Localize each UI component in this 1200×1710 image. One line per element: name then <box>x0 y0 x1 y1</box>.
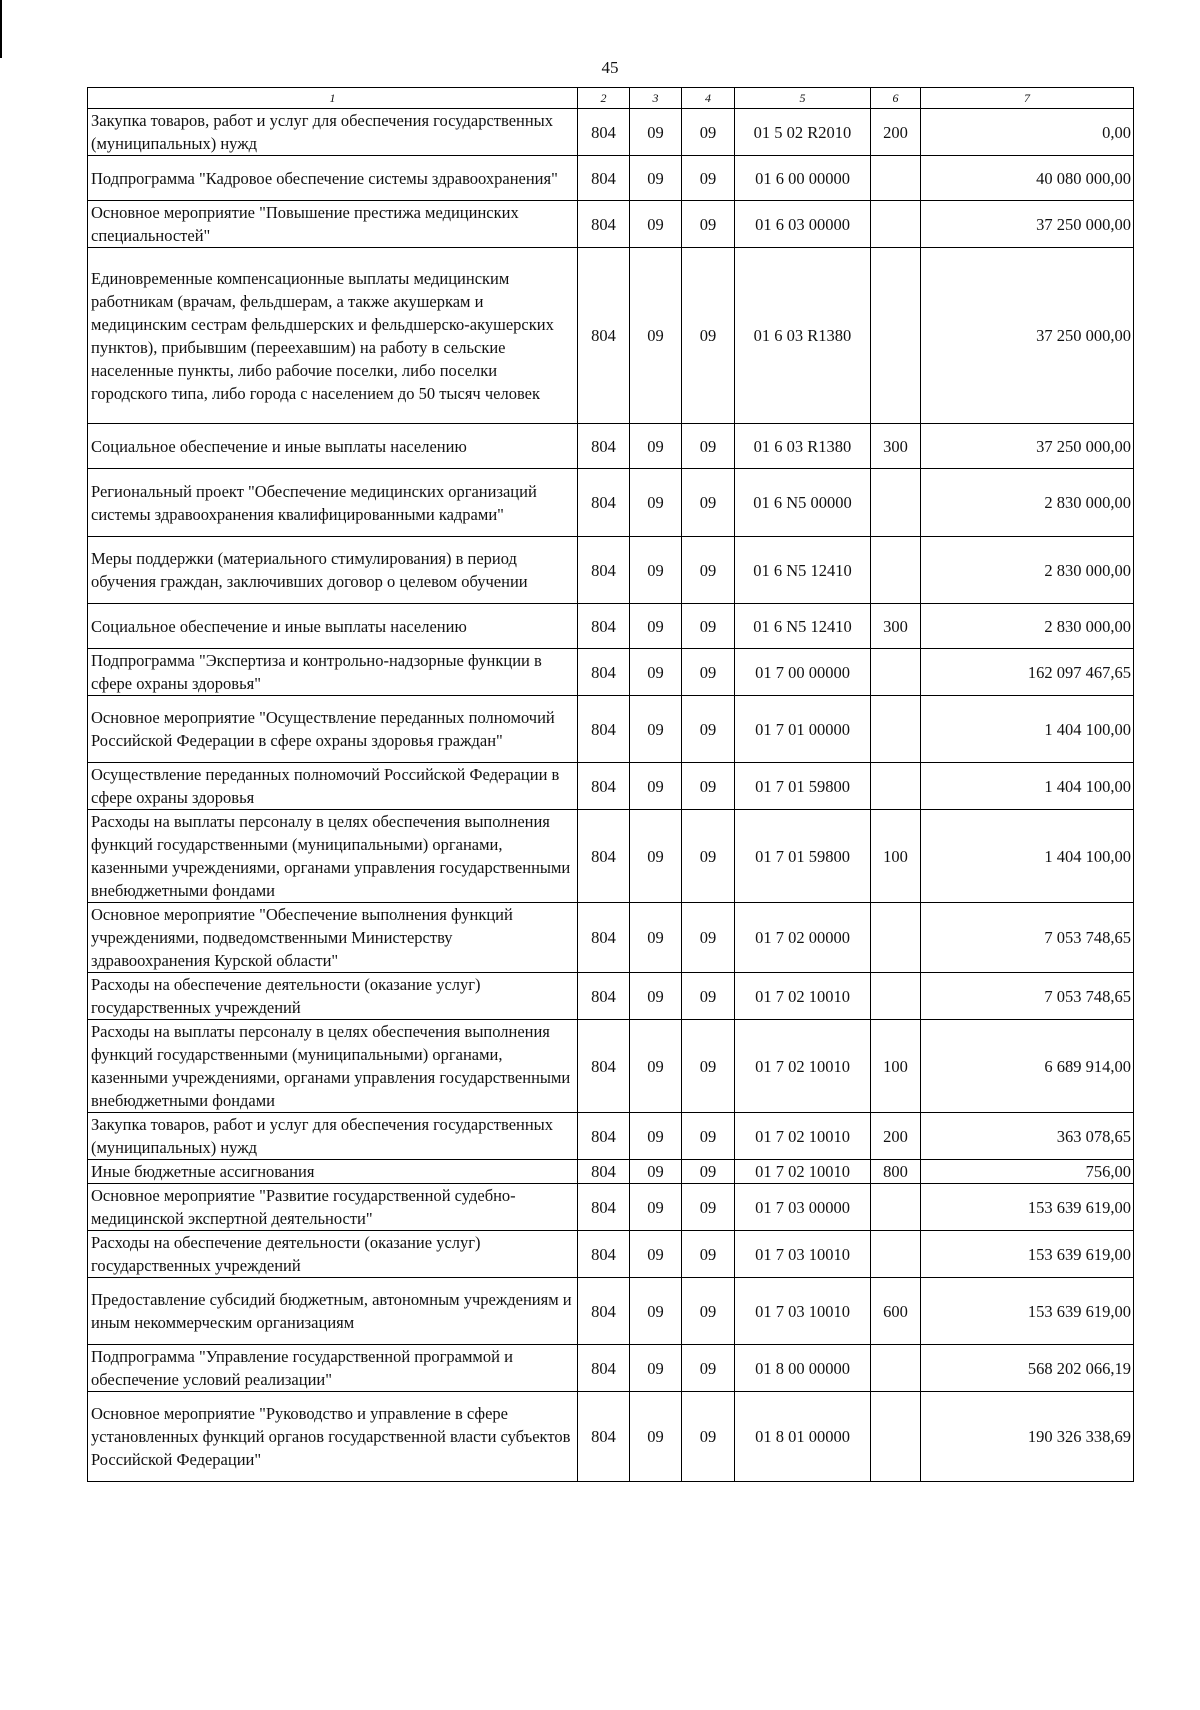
row-code-4-cell: 09 <box>682 810 735 903</box>
row-code-3-cell: 09 <box>630 696 682 763</box>
table-row <box>88 109 1134 156</box>
row-name-cell: Расходы на выплаты персоналу в целях обеспечения выполнения функций государственными (муниципальными) органами, казенными учреждениями, органами управления государственными внебюджетными фондами <box>88 810 578 903</box>
row-amount-cell: 7 053 748,65 <box>921 903 1134 973</box>
row-name-cell: Социальное обеспечение и иные выплаты населению <box>88 424 578 469</box>
row-amount-cell: 162 097 467,65 <box>921 649 1134 696</box>
row-name-cell: Расходы на выплаты персоналу в целях обеспечения выполнения функций государственными (муниципальными) органами, казенными учреждениями, органами управления государственными внебюджетными фондами <box>88 1020 578 1113</box>
row-amount-cell: 1 404 100,00 <box>921 696 1134 763</box>
row-expense-type-cell <box>871 537 921 604</box>
column-number-6: 6 <box>871 88 921 109</box>
column-number-2: 2 <box>578 88 630 109</box>
row-target-code-cell: 01 5 02 R2010 <box>735 109 871 156</box>
row-code-4-cell: 09 <box>682 1345 735 1392</box>
row-target-code-cell: 01 7 02 10010 <box>735 1113 871 1160</box>
row-code-3-cell: 09 <box>630 248 682 424</box>
row-name-cell: Иные бюджетные ассигнования <box>88 1160 578 1184</box>
table-row <box>88 469 1134 537</box>
table-row <box>88 973 1134 1020</box>
table-row <box>88 604 1134 649</box>
row-name-cell: Подпрограмма "Управление государственной программой и обеспечение условий реализации" <box>88 1345 578 1392</box>
row-name-cell: Осуществление переданных полномочий Российской Федерации в сфере охраны здоровья <box>88 763 578 810</box>
row-name-cell: Меры поддержки (материального стимулирования) в период обучения граждан, заключивших договор о целевом обучении <box>88 537 578 604</box>
row-name-cell: Закупка товаров, работ и услуг для обеспечения государственных (муниципальных) нужд <box>88 109 578 156</box>
row-code-3-cell: 09 <box>630 1231 682 1278</box>
row-expense-type-cell <box>871 1392 921 1482</box>
row-code-2-cell: 804 <box>578 537 630 604</box>
row-expense-type-cell <box>871 903 921 973</box>
table-row <box>88 1184 1134 1231</box>
row-code-4-cell: 09 <box>682 1231 735 1278</box>
row-code-3-cell: 09 <box>630 1345 682 1392</box>
row-target-code-cell: 01 6 03 R1380 <box>735 424 871 469</box>
row-target-code-cell: 01 7 02 10010 <box>735 973 871 1020</box>
row-amount-cell: 1 404 100,00 <box>921 763 1134 810</box>
row-expense-type-cell <box>871 201 921 248</box>
row-expense-type-cell <box>871 763 921 810</box>
row-code-3-cell: 09 <box>630 469 682 537</box>
row-code-4-cell: 09 <box>682 1184 735 1231</box>
table-row <box>88 201 1134 248</box>
row-code-2-cell: 804 <box>578 696 630 763</box>
row-amount-cell: 2 830 000,00 <box>921 604 1134 649</box>
row-code-3-cell: 09 <box>630 201 682 248</box>
table-row <box>88 1392 1134 1482</box>
row-code-3-cell: 09 <box>630 1184 682 1231</box>
row-amount-cell: 153 639 619,00 <box>921 1231 1134 1278</box>
row-code-2-cell: 804 <box>578 1231 630 1278</box>
row-code-4-cell: 09 <box>682 1392 735 1482</box>
row-target-code-cell: 01 6 03 00000 <box>735 201 871 248</box>
row-code-2-cell: 804 <box>578 156 630 201</box>
table-row <box>88 1231 1134 1278</box>
row-amount-cell: 1 404 100,00 <box>921 810 1134 903</box>
table-row <box>88 156 1134 201</box>
row-code-4-cell: 09 <box>682 424 735 469</box>
table-row <box>88 763 1134 810</box>
row-code-4-cell: 09 <box>682 1278 735 1345</box>
row-name-cell: Основное мероприятие "Обеспечение выполнения функций учреждениями, подведомственными Министерству здравоохранения Курской области" <box>88 903 578 973</box>
row-code-3-cell: 09 <box>630 109 682 156</box>
row-code-3-cell: 09 <box>630 1113 682 1160</box>
column-number-7: 7 <box>921 88 1134 109</box>
row-target-code-cell: 01 7 02 00000 <box>735 903 871 973</box>
row-amount-cell: 2 830 000,00 <box>921 537 1134 604</box>
row-expense-type-cell: 800 <box>871 1160 921 1184</box>
table-row <box>88 649 1134 696</box>
row-target-code-cell: 01 7 03 10010 <box>735 1231 871 1278</box>
row-code-2-cell: 804 <box>578 1278 630 1345</box>
row-code-2-cell: 804 <box>578 424 630 469</box>
row-amount-cell: 7 053 748,65 <box>921 973 1134 1020</box>
row-amount-cell: 40 080 000,00 <box>921 156 1134 201</box>
row-code-4-cell: 09 <box>682 604 735 649</box>
row-target-code-cell: 01 7 02 10010 <box>735 1160 871 1184</box>
row-amount-cell: 153 639 619,00 <box>921 1184 1134 1231</box>
row-expense-type-cell <box>871 1184 921 1231</box>
row-target-code-cell: 01 7 01 59800 <box>735 810 871 903</box>
row-amount-cell: 363 078,65 <box>921 1113 1134 1160</box>
row-amount-cell: 6 689 914,00 <box>921 1020 1134 1113</box>
table-row <box>88 1020 1134 1113</box>
row-code-2-cell: 804 <box>578 1113 630 1160</box>
row-code-2-cell: 804 <box>578 1020 630 1113</box>
row-code-3-cell: 09 <box>630 604 682 649</box>
row-code-3-cell: 09 <box>630 1392 682 1482</box>
row-amount-cell: 153 639 619,00 <box>921 1278 1134 1345</box>
row-expense-type-cell: 200 <box>871 109 921 156</box>
table-row <box>88 1345 1134 1392</box>
row-code-4-cell: 09 <box>682 109 735 156</box>
row-expense-type-cell <box>871 649 921 696</box>
row-name-cell: Основное мероприятие "Повышение престижа медицинских специальностей" <box>88 201 578 248</box>
row-code-4-cell: 09 <box>682 1113 735 1160</box>
row-amount-cell: 190 326 338,69 <box>921 1392 1134 1482</box>
row-code-3-cell: 09 <box>630 903 682 973</box>
row-code-4-cell: 09 <box>682 201 735 248</box>
row-expense-type-cell <box>871 1345 921 1392</box>
table-row <box>88 248 1134 424</box>
row-expense-type-cell <box>871 248 921 424</box>
row-name-cell: Расходы на обеспечение деятельности (оказание услуг) государственных учреждений <box>88 1231 578 1278</box>
row-code-2-cell: 804 <box>578 1392 630 1482</box>
row-code-2-cell: 804 <box>578 903 630 973</box>
row-expense-type-cell <box>871 469 921 537</box>
row-expense-type-cell: 300 <box>871 424 921 469</box>
table-row <box>88 810 1134 903</box>
row-target-code-cell: 01 8 01 00000 <box>735 1392 871 1482</box>
row-target-code-cell: 01 6 N5 12410 <box>735 604 871 649</box>
row-name-cell: Закупка товаров, работ и услуг для обеспечения государственных (муниципальных) нужд <box>88 1113 578 1160</box>
row-code-2-cell: 804 <box>578 469 630 537</box>
row-code-3-cell: 09 <box>630 1020 682 1113</box>
row-code-2-cell: 804 <box>578 248 630 424</box>
row-code-4-cell: 09 <box>682 469 735 537</box>
row-code-2-cell: 804 <box>578 604 630 649</box>
row-amount-cell: 568 202 066,19 <box>921 1345 1134 1392</box>
row-code-3-cell: 09 <box>630 973 682 1020</box>
table-row <box>88 424 1134 469</box>
row-code-4-cell: 09 <box>682 763 735 810</box>
row-code-2-cell: 804 <box>578 973 630 1020</box>
column-number-3: 3 <box>630 88 682 109</box>
row-code-2-cell: 804 <box>578 810 630 903</box>
row-expense-type-cell: 300 <box>871 604 921 649</box>
row-code-2-cell: 804 <box>578 763 630 810</box>
row-name-cell: Единовременные компенсационные выплаты медицинским работникам (врачам, фельдшерам, а также акушеркам и медицинским сестрам фельдшерских и фельдшерско-акушерских пунктов), прибывшим (переехавшим) на работу в сельские населенные пункты, либо рабочие поселки, либо поселки городского типа, либо города с населением до 50 тысяч человек <box>88 248 578 424</box>
row-amount-cell: 37 250 000,00 <box>921 248 1134 424</box>
row-code-4-cell: 09 <box>682 649 735 696</box>
row-expense-type-cell <box>871 696 921 763</box>
row-target-code-cell: 01 6 00 00000 <box>735 156 871 201</box>
row-name-cell: Основное мероприятие "Руководство и управление в сфере установленных функций органов государственной власти субъектов Российской Федерации" <box>88 1392 578 1482</box>
table-row <box>88 696 1134 763</box>
row-code-4-cell: 09 <box>682 903 735 973</box>
row-target-code-cell: 01 7 00 00000 <box>735 649 871 696</box>
row-code-2-cell: 804 <box>578 201 630 248</box>
row-target-code-cell: 01 6 03 R1380 <box>735 248 871 424</box>
row-code-4-cell: 09 <box>682 973 735 1020</box>
row-name-cell: Расходы на обеспечение деятельности (оказание услуг) государственных учреждений <box>88 973 578 1020</box>
row-target-code-cell: 01 7 01 59800 <box>735 763 871 810</box>
row-name-cell: Предоставление субсидий бюджетным, автономным учреждениям и иным некоммерческим организациям <box>88 1278 578 1345</box>
row-code-2-cell: 804 <box>578 109 630 156</box>
row-expense-type-cell: 600 <box>871 1278 921 1345</box>
row-name-cell: Подпрограмма "Экспертиза и контрольно-надзорные функции в сфере охраны здоровья" <box>88 649 578 696</box>
table-row <box>88 537 1134 604</box>
row-code-3-cell: 09 <box>630 537 682 604</box>
row-code-2-cell: 804 <box>578 649 630 696</box>
row-code-3-cell: 09 <box>630 763 682 810</box>
row-name-cell: Основное мероприятие "Развитие государственной судебно-медицинской экспертной деятельности" <box>88 1184 578 1231</box>
row-code-3-cell: 09 <box>630 1278 682 1345</box>
row-code-4-cell: 09 <box>682 156 735 201</box>
row-amount-cell: 37 250 000,00 <box>921 424 1134 469</box>
row-name-cell: Основное мероприятие "Осуществление переданных полномочий Российской Федерации в сфере охраны здоровья граждан" <box>88 696 578 763</box>
row-code-4-cell: 09 <box>682 696 735 763</box>
row-code-4-cell: 09 <box>682 248 735 424</box>
row-expense-type-cell: 100 <box>871 1020 921 1113</box>
row-code-3-cell: 09 <box>630 156 682 201</box>
row-code-2-cell: 804 <box>578 1184 630 1231</box>
row-name-cell: Социальное обеспечение и иные выплаты населению <box>88 604 578 649</box>
page-number: 45 <box>601 58 619 77</box>
scan-edge-mark <box>0 0 2 58</box>
row-expense-type-cell: 200 <box>871 1113 921 1160</box>
row-code-3-cell: 09 <box>630 424 682 469</box>
column-number-5: 5 <box>735 88 871 109</box>
row-code-3-cell: 09 <box>630 649 682 696</box>
table-row <box>88 1160 1134 1184</box>
row-code-3-cell: 09 <box>630 810 682 903</box>
row-name-cell: Подпрограмма "Кадровое обеспечение системы здравоохранения" <box>88 156 578 201</box>
row-code-3-cell: 09 <box>630 1160 682 1184</box>
row-name-cell: Региональный проект "Обеспечение медицинских организаций системы здравоохранения квалифицированными кадрами" <box>88 469 578 537</box>
row-expense-type-cell <box>871 973 921 1020</box>
row-target-code-cell: 01 7 01 00000 <box>735 696 871 763</box>
table-header-row <box>88 88 1134 109</box>
row-expense-type-cell <box>871 1231 921 1278</box>
row-code-4-cell: 09 <box>682 537 735 604</box>
row-target-code-cell: 01 7 02 10010 <box>735 1020 871 1113</box>
row-expense-type-cell: 100 <box>871 810 921 903</box>
row-target-code-cell: 01 6 N5 12410 <box>735 537 871 604</box>
table-row <box>88 903 1134 973</box>
row-target-code-cell: 01 6 N5 00000 <box>735 469 871 537</box>
row-target-code-cell: 01 7 03 00000 <box>735 1184 871 1231</box>
table-row <box>88 1113 1134 1160</box>
budget-table <box>87 87 1134 1482</box>
row-amount-cell: 0,00 <box>921 109 1134 156</box>
row-amount-cell: 2 830 000,00 <box>921 469 1134 537</box>
row-code-2-cell: 804 <box>578 1160 630 1184</box>
row-target-code-cell: 01 7 03 10010 <box>735 1278 871 1345</box>
row-target-code-cell: 01 8 00 00000 <box>735 1345 871 1392</box>
row-amount-cell: 37 250 000,00 <box>921 201 1134 248</box>
row-amount-cell: 756,00 <box>921 1160 1134 1184</box>
column-number-1: 1 <box>88 88 578 109</box>
row-code-4-cell: 09 <box>682 1160 735 1184</box>
row-code-2-cell: 804 <box>578 1345 630 1392</box>
row-code-4-cell: 09 <box>682 1020 735 1113</box>
column-number-4: 4 <box>682 88 735 109</box>
table-row <box>88 1278 1134 1345</box>
row-expense-type-cell <box>871 156 921 201</box>
